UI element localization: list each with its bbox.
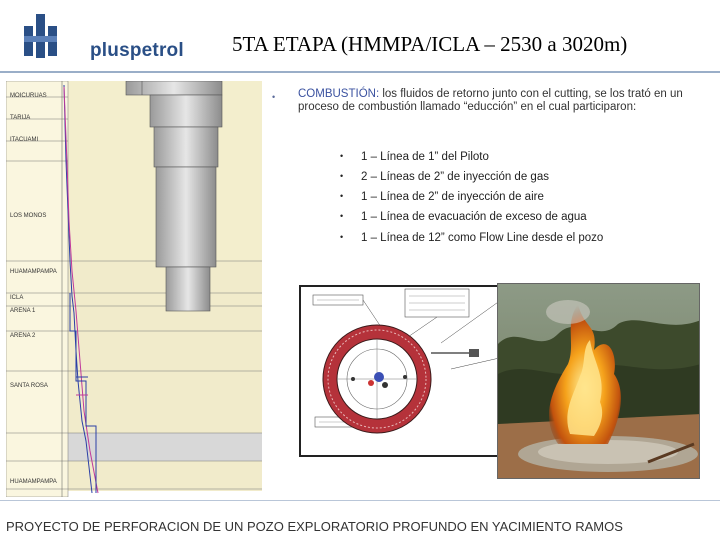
footer-project-title: PROYECTO DE PERFORACION DE UN POZO EXPLORATORIO PROFUNDO EN YACIMIENTO RAMOS bbox=[6, 519, 623, 534]
formation-label: HUAMAMPAMPA bbox=[10, 269, 57, 275]
bullet-marker: • bbox=[340, 171, 344, 181]
bullet-marker: • bbox=[340, 211, 344, 221]
formation-label: ITACUAMI bbox=[10, 137, 39, 143]
bullet-marker: • bbox=[340, 151, 344, 161]
combustion-label: COMBUSTIÓN: bbox=[298, 88, 380, 100]
page-title: 5TA ETAPA (HMMPA/ICLA – 2530 a 3020m) bbox=[232, 32, 628, 56]
flare-photo-illustration bbox=[498, 284, 700, 479]
list-item-text: 1 – Línea de evacuación de exceso de agua bbox=[361, 211, 587, 223]
header-divider bbox=[0, 71, 720, 73]
logo-wordmark: pluspetrol bbox=[90, 40, 184, 61]
list-item-text: 1 – Línea de 1” del Piloto bbox=[361, 151, 489, 163]
pluspetrol-logo-mark bbox=[22, 12, 66, 60]
combustion-paragraph bbox=[298, 88, 708, 114]
well-schematic bbox=[6, 81, 262, 497]
bullet-marker: • bbox=[272, 92, 276, 102]
bullet-marker: • bbox=[340, 232, 344, 242]
formation-label: ARENA 2 bbox=[10, 333, 36, 339]
list-item-text: 1 – Línea de 2” de inyección de aire bbox=[361, 191, 544, 203]
list-item-text: 1 – Línea de 12” como Flow Line desde el pozo bbox=[361, 232, 604, 244]
footer-divider bbox=[0, 500, 720, 501]
formation-label: MOICURUAS bbox=[10, 93, 47, 99]
pluspetrol-logo bbox=[22, 12, 197, 62]
formation-label: ARENA 1 bbox=[10, 308, 36, 314]
list-item-text: 2 – Líneas de 2” de inyección de gas bbox=[361, 171, 549, 183]
footer bbox=[0, 500, 720, 540]
formation-label: TARIJA bbox=[10, 115, 31, 121]
formation-label: LOS MONOS bbox=[10, 213, 47, 219]
formation-label: SANTA ROSA bbox=[10, 383, 48, 389]
formation-label: ICLA bbox=[10, 295, 24, 301]
combustion-description: los fluidos de retorno junto con el cutting, se los trató en un proceso de combustión llamado “educción” en el cual participaron: bbox=[298, 88, 683, 113]
flare-photo bbox=[497, 283, 700, 479]
formation-label: HUAMAMPAMPA bbox=[10, 479, 57, 485]
bullet-marker: • bbox=[340, 191, 344, 201]
well-schematic-panel bbox=[6, 81, 262, 497]
